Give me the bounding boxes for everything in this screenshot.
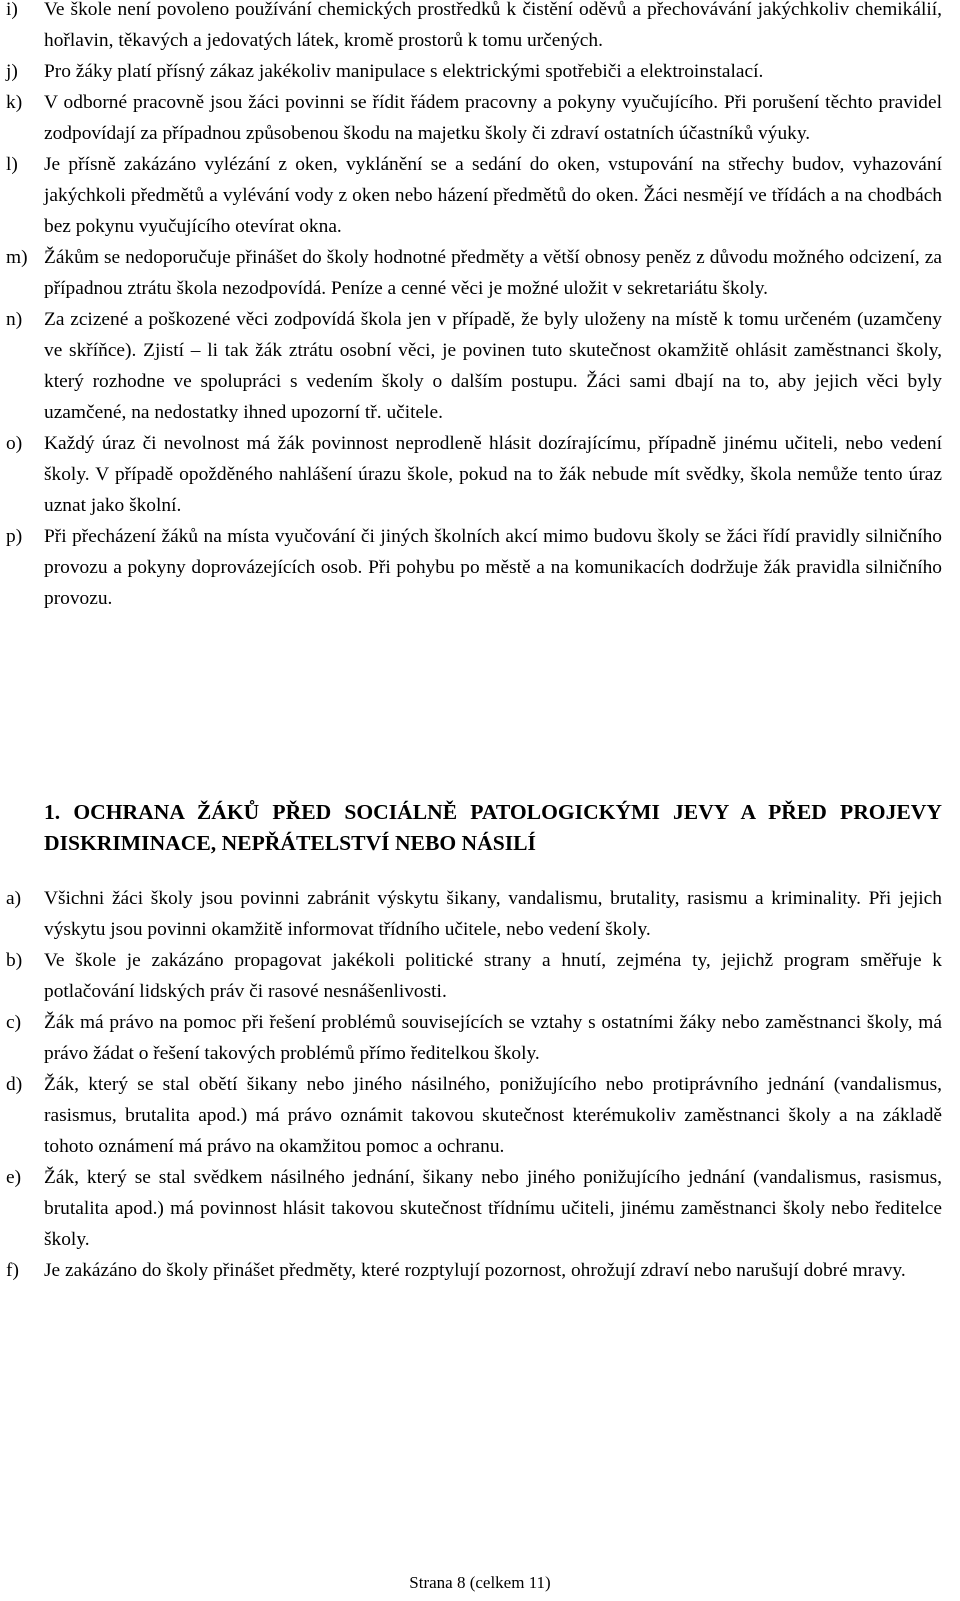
list-item-label: l) bbox=[6, 154, 18, 175]
list-item bbox=[6, 242, 942, 304]
list-item-label: k) bbox=[6, 92, 23, 113]
list-item bbox=[6, 1007, 942, 1069]
list-item-text: Je přísně zakázáno vylézání z oken, vyklánění se a sedání do oken, vstupování na střechy budov, vyhazování jakýchkoli předmětů a vylévání vody z oken nebo házení předmětů do oken. Žáci nesmějí ve třídách a na chodbách bez pokynu vyučujícího otevírat okna. bbox=[44, 154, 942, 237]
school-rules-list bbox=[6, 0, 942, 614]
list-item-text: Je zakázáno do školy přinášet předměty, které rozptylují pozornost, ohrožují zdraví nebo narušují dobré mravy. bbox=[44, 1260, 906, 1281]
list-item-text: Žák, který se stal svědkem násilného jednání, šikany nebo jiného ponižujícího jednání (vandalismus, rasismus, brutalita apod.) má povinnost hlásit takovou skutečnost třídnímu učiteli, jinému zaměstnanci školy nebo ředitelce školy. bbox=[44, 1167, 942, 1250]
list-item-label: b) bbox=[6, 950, 23, 971]
list-item-text: V odborné pracovně jsou žáci povinni se řídit řádem pracovny a pokyny vyučujícího. Při porušení těchto pravidel zodpovídají za případnou způsobenou škodu na majetku školy či zdraví ostatních účastníků výuky. bbox=[44, 92, 942, 144]
list-item-text: Žák má právo na pomoc při řešení problémů souvisejících se vztahy s ostatními žáky nebo zaměstnanci školy, má právo žádat o řešení takových problémů přímo ředitelkou školy. bbox=[44, 1012, 942, 1064]
list-item-label: c) bbox=[6, 1012, 22, 1033]
list-item bbox=[6, 883, 942, 945]
list-item bbox=[6, 945, 942, 1007]
list-item-text: Ve škole je zakázáno propagovat jakékoli politické strany a hnutí, zejména ty, jejichž program směřuje k potlačování lidských práv či rasové nesnášenlivosti. bbox=[44, 950, 942, 1002]
list-item bbox=[6, 149, 942, 242]
list-item bbox=[6, 1069, 942, 1162]
list-item-text: Za zcizené a poškozené věci zodpovídá škola jen v případě, že byly uloženy na místě k tomu určeném (uzamčeny ve skříňce). Zjistí – li tak žák ztrátu osobní věci, je povinen tuto skutečnost okamžitě ohlásit zaměstnanci školy, který rozhodne ve spolupráci s vedením školy o dalším postupu. Žáci sami dbají na to, aby jejich věci byly uzamčené, na nedostatky ihned upozorní tř. učitele. bbox=[44, 309, 942, 423]
list-item-text: Žák, který se stal obětí šikany nebo jiného násilného, ponižujícího nebo protiprávního jednání (vandalismus, rasismus, brutalita apod.) má právo oznámit takovou skutečnost kterémukoliv zaměstnanci školy a na základě tohoto oznámení má právo na okamžitou pomoc a ochranu. bbox=[44, 1074, 942, 1157]
list-item-text: Pro žáky platí přísný zákaz jakékoliv manipulace s elektrickými spotřebiči a elektroinstalací. bbox=[44, 61, 764, 82]
list-item bbox=[6, 1162, 942, 1255]
list-item bbox=[6, 428, 942, 521]
list-item-label: m) bbox=[6, 247, 28, 268]
page-number-footer: Strana 8 (celkem 11) bbox=[409, 1573, 551, 1592]
list-item-label: a) bbox=[6, 888, 22, 909]
protection-rules-list bbox=[6, 883, 942, 1286]
list-item-label: j) bbox=[6, 61, 18, 82]
list-item-text: Ve škole není povoleno používání chemických prostředků k čistění oděvů a přechovávání jakýchkoliv chemikálií, hořlavin, těkavých a jedovatých látek, kromě prostorů k tomu určených. bbox=[44, 0, 942, 51]
list-item-label: i) bbox=[6, 0, 18, 20]
list-item bbox=[6, 521, 942, 614]
list-item bbox=[6, 87, 942, 149]
list-item-label: d) bbox=[6, 1074, 23, 1095]
list-item-label: f) bbox=[6, 1260, 19, 1281]
list-item-text: Žákům se nedoporučuje přinášet do školy hodnotné předměty a větší obnosy peněz z důvodu možného odcizení, za případnou ztrátu škola nezodpovídá. Peníze a cenné věci je možné uložit v sekretariátu školy. bbox=[44, 247, 942, 299]
list-item bbox=[6, 56, 942, 87]
list-item-label: e) bbox=[6, 1167, 22, 1188]
list-item-label: p) bbox=[6, 526, 23, 547]
list-item bbox=[6, 1255, 942, 1286]
section-heading: 1. OCHRANA ŽÁKŮ PŘED SOCIÁLNĚ PATOLOGICKÝMI JEVY A PŘED PROJEVY DISKRIMINACE, NEPŘÁTELSTVÍ NEBO NÁSILÍ bbox=[44, 800, 942, 855]
list-item-text: Každý úraz či nevolnost má žák povinnost neprodleně hlásit dozírajícímu, případně jinému učiteli, nebo vedení školy. V případě opožděného nahlášení úrazu škole, pokud na to žák nebude mít svědky, škola nemůže tento úraz uznat jako školní. bbox=[44, 433, 942, 516]
list-item bbox=[6, 0, 942, 56]
list-item-text: Při přecházení žáků na místa vyučování či jiných školních akcí mimo budovu školy se žáci řídí pravidly silničního provozu a pokyny doprovázejících osob. Při pohybu po městě a na komunikacích dodržuje žák pravidla silničního provozu. bbox=[44, 526, 942, 609]
list-item-label: n) bbox=[6, 309, 23, 330]
list-item-text: Všichni žáci školy jsou povinni zabránit výskytu šikany, vandalismu, brutality, rasismu a kriminality. Při jejich výskytu jsou povinni okamžitě informovat třídního učitele, nebo vedení školy. bbox=[44, 888, 942, 940]
list-item bbox=[6, 304, 942, 428]
list-item-label: o) bbox=[6, 433, 23, 454]
